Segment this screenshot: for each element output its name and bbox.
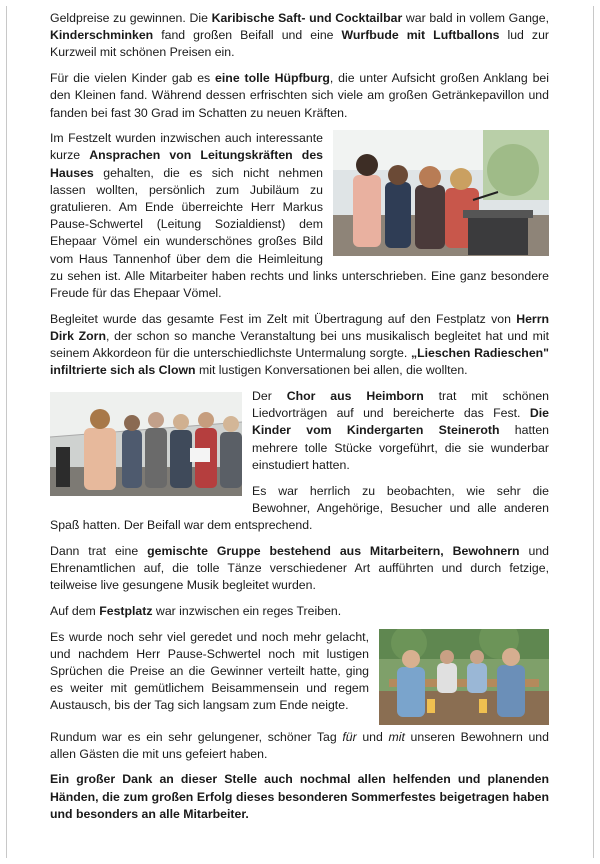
text: Es war herrlich zu beobachten, wie sehr die Bewohner, Angehörige, Besucher und alle anderen Spaß hatten. Der Beifall war dem entsprechend.: [50, 483, 549, 532]
paragraph-music: [50, 311, 549, 380]
text: Der: [252, 389, 287, 404]
text: und: [356, 729, 389, 744]
italic-text: mit: [388, 729, 405, 744]
text: Geldpreise zu gewinnen. Die: [50, 11, 212, 25]
text: Für die vielen Kinder gab es: [50, 71, 216, 86]
bold-text: Kinderschminken: [50, 28, 154, 43]
text: Dann trat eine: [50, 543, 148, 558]
paragraph-thanks: [50, 771, 549, 823]
bold-text: gemischte Gruppe bestehend aus Mitarbeitern, Bewohnern: [147, 543, 520, 558]
photo-choir: [50, 392, 242, 496]
text: trat mit schönen Liedvorträgen auf und bereicherte das Fest.: [252, 389, 550, 421]
photo-beer-garden: [379, 629, 549, 725]
text: hatten mehrere tolle Stücke vorgeführt, die sie wunderbar einstudiert hatten.: [252, 423, 549, 472]
bold-text: Ansprachen von Leitungskräften des Hauses: [50, 148, 323, 180]
bold-text: Die Kinder vom Kindergarten Steineroth: [252, 406, 549, 438]
text: Begleitet wurde das gesamte Fest im Zelt mit Übertragung auf den Festplatz von: [50, 311, 517, 326]
text: gehalten, die es sich nicht nehmen lassen wollten, persönlich zum Jubiläum zu gratulieren. Am Ende überreichte Herr Markus Pause-Schwertel (Leitung Sozialdienst) dem Ehepaar Vömel ein wunderschönes großes Bild vom Haus Tannenhof über dem die Heimleitung zu sehen ist. Alle Mitarbeiter haben rechts und links unterschrieben. Eine ganz besondere Freude für das Ehepaar Vömel.: [50, 165, 549, 301]
document-page: [50, 10, 549, 832]
text: , der schon so manche Veranstaltung bei uns musikalisch begleitet hat und mit seinem Akkordeon für die unterschiedlichste Untermalung sorgte.: [50, 328, 549, 361]
text: und Ehrenamtlichen auf, die tolle Tänze verschiedener Art aufführten und durch fetzige, teilweise live gesungene Musik begleitet wurden.: [50, 543, 549, 593]
paragraph-dance: [50, 543, 549, 595]
bold-text: Wurfbude mit Luftballons: [341, 28, 500, 43]
paragraph-summary: [50, 729, 549, 763]
bold-text: Chor aus Heimborn: [286, 389, 424, 404]
text: lud zur Kurzweil mit schönen Preisen ein.: [50, 28, 550, 60]
text: fand großen Beifall und eine: [153, 28, 342, 43]
text: war inzwischen ein reges Treiben.: [152, 603, 342, 618]
bold-text: eine tolle Hüpfburg: [215, 71, 330, 86]
photo-speech-podium: [333, 130, 549, 256]
text: Im Festzelt wurden inzwischen auch interessante kurze: [50, 131, 323, 163]
text: , die unter Aufsicht großen Anklang bei den Kleinen fand. Während dessen erfrischten sich viele am großen Getränkepavillon und fanden bei fast 30 Grad im Schatten zu neuen Kräften.: [50, 71, 549, 120]
italic-text: für: [342, 729, 357, 744]
text: unseren Bewohnern und allen Gästen die mit uns gefeiert haben.: [50, 729, 549, 761]
paragraph-festplatz: [50, 603, 549, 620]
bold-text: Ein großer Dank an dieser Stelle auch nochmal allen helfenden und planenden Händen, die zum großen Erfolg dieses besonderen Sommerfestes beigetragen haben und besonders an alle Mitarbeiter.: [50, 772, 549, 821]
bold-text: „Lieschen Radieschen" infiltrierte sich als Clown: [50, 346, 549, 378]
bold-text: Festplatz: [99, 603, 153, 618]
paragraph-bouncy-castle: [50, 70, 549, 122]
text: mit lustigen Konversationen bei allen, die wollten.: [195, 363, 468, 378]
text: Rundum war es ein sehr gelungener, schöner Tag: [50, 729, 343, 744]
text: war bald in vollem Gange,: [402, 11, 550, 25]
text: Es wurde noch sehr viel geredet und noch mehr gelacht, und nachdem Herr Pause-Schwertel noch mit lustigen Sprüchen die Preise an die Gewinner verteilt hatte, ging es weiter mit gemütlichem Beisammensein und regem Austausch, bis der Tag sich langsam zum Ende neigte.: [50, 629, 369, 713]
paragraph-prizes: [50, 10, 549, 62]
bold-text: Herrn Dirk Zorn: [50, 311, 549, 343]
text: Auf dem: [50, 603, 100, 618]
bold-text: Karibische Saft- und Cocktailbar: [211, 11, 403, 25]
